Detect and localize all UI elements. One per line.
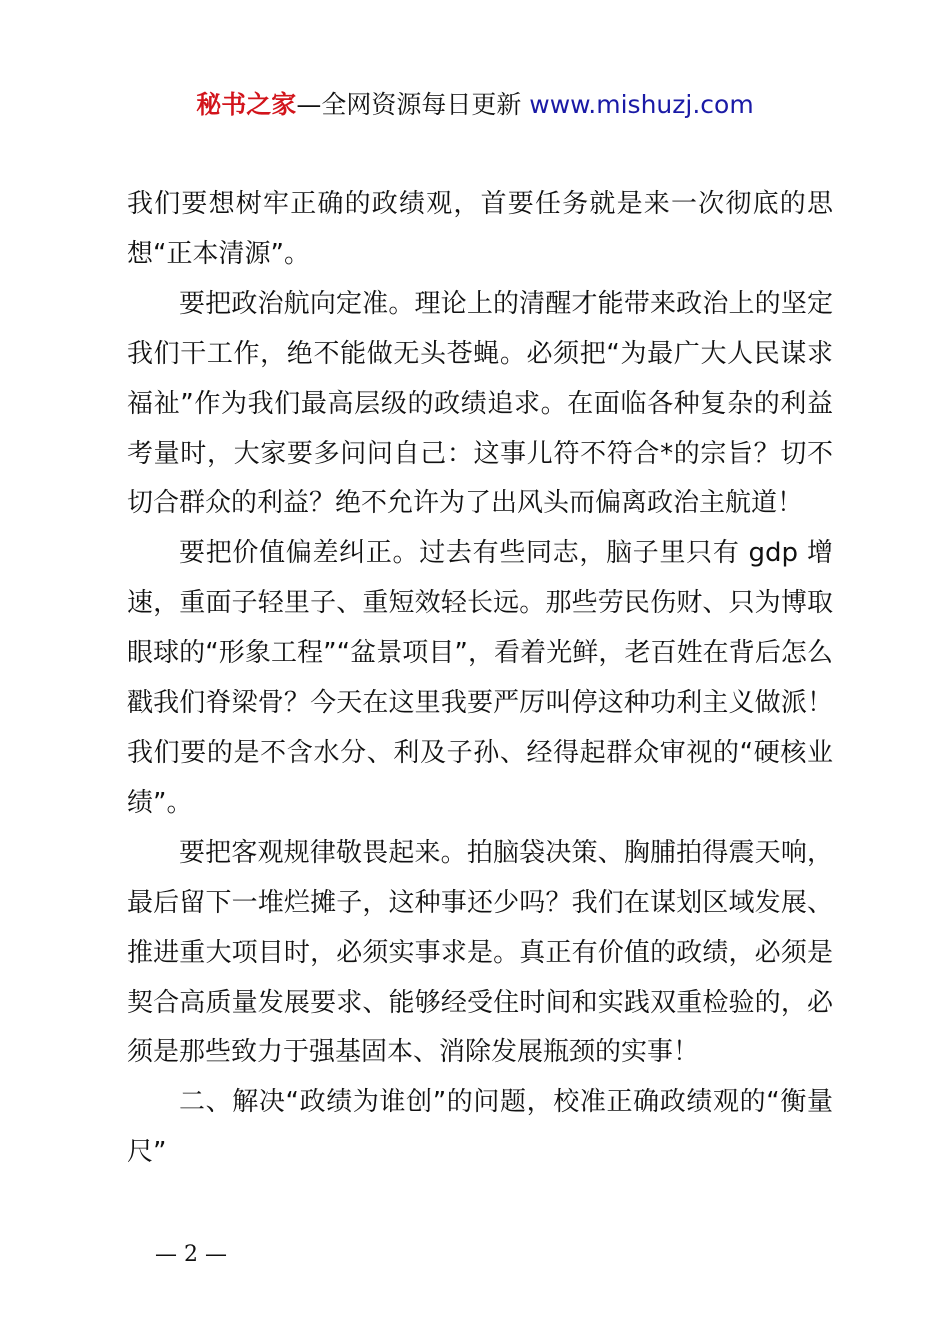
header-tagline: —全网资源每日更新 (296, 90, 530, 119)
paragraph-objective-laws: 要把客观规律敬畏起来。拍脑袋决策、胸脯拍得震天响，最后留下一堆烂摊子，这种事还少吗？我们在谋划区域发展、推进重大项目时，必须实事求是。真正有价值的政绩，必须是契合高质量发展要求、能够经受住时间和实践双重检验的，必须是那些致力于强基固本、消除发展瓶颈的实事！ (127, 837, 833, 1068)
page-number: — 2 — (155, 1242, 227, 1267)
paragraph-political-direction: 要把政治航向定准。理论上的清醒才能带来政治上的坚定我们干工作，绝不能做无头苍蝇。必须把“为最广大人民谋求福祉”作为我们最高层级的政绩追求。在面临各种复杂的利益考量时，大家要多问问自己：这事儿符不符合*的宗旨？切不切合群众的利益？绝不允许为了出风头而偏离政治主航道！ (127, 288, 833, 519)
document-body (127, 180, 833, 1178)
brand-name: 秘书之家 (196, 90, 297, 119)
paragraph-continuation: 我们要想树牢正确的政绩观，首要任务就是来一次彻底的思想“正本清源”。 (127, 189, 833, 269)
paragraph-value-correction: 要把价值偏差纠正。过去有些同志，脑子里只有 gdp 增速，重面子轻里子、重短效轻长远。那些劳民伤财、只为博取眼球的“形象工程”“盆景项目”，看着光鲜，老百姓在背后怎么戳我们脊梁骨？今天在这里我要严厉叫停这种功利主义做派！我们要的是不含水分、利及子孙、经得起群众审视的“硬核业绩”。 (127, 538, 833, 818)
website-url[interactable]: www.mishuzj.com (529, 90, 754, 119)
page-header (0, 88, 950, 122)
section-heading-two: 二、解决“政绩为谁创”的问题，校准正确政绩观的“衡量尺” (127, 1087, 833, 1168)
